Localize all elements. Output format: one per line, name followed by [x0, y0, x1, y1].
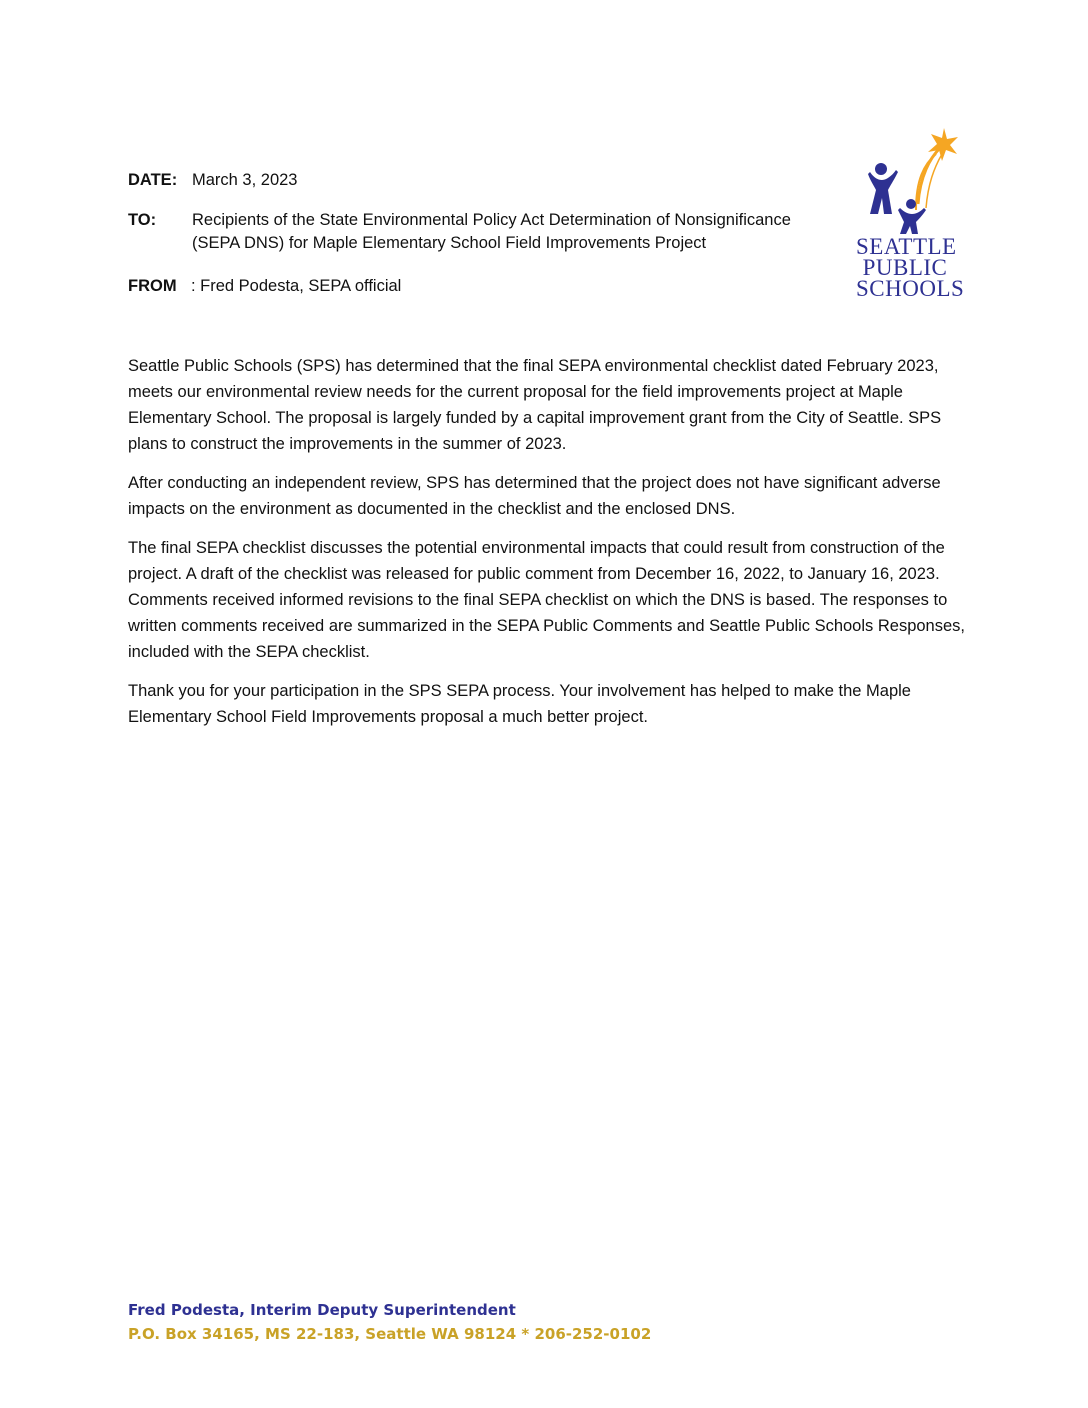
- body-paragraph-4: Thank you for your participation in the SPS SEPA process. Your involvement has helped to make the Maple Elementary School Field Improvements proposal a much better project.: [128, 682, 911, 726]
- memo-date-value: March 3, 2023: [192, 171, 298, 189]
- letter-footer: [128, 1298, 828, 1346]
- memo-from-row: [128, 275, 428, 299]
- logo-figures-star-icon: [856, 124, 966, 236]
- footer-signatory: Fred Podesta, Interim Deputy Superintendent: [128, 1301, 516, 1319]
- logo-text-public: PUBLIC: [862, 255, 948, 280]
- memo-to-line-2: (SEPA DNS) for Maple Elementary School Field Improvements Project: [192, 234, 707, 252]
- memo-from-label: FROM: [128, 277, 177, 295]
- body-paragraph-3: The final SEPA checklist discusses the potential environmental impacts that could result from construction of the project. A draft of the checklist was released for public comment from December 16, 2022, to January 16, 2023. Comments received informed revisions to the final SEPA checklist on which the DNS is based. The responses to written comments received are summarized in the SEPA Public Comments and Seattle Public Schools Responses, included with the SEPA checklist.: [128, 539, 965, 661]
- seattle-public-schools-logo: [856, 124, 966, 304]
- memo-to-row: [128, 209, 858, 257]
- memo-date-label: DATE:: [128, 171, 178, 189]
- logo-text-seattle: SEATTLE: [856, 234, 957, 259]
- memo-date-row: [128, 169, 428, 193]
- memo-from-value: : Fred Podesta, SEPA official: [191, 277, 402, 295]
- body-paragraph-1: Seattle Public Schools (SPS) has determined that the final SEPA environmental checklist dated February 2023, meets our environmental review needs for the current proposal for the field improvements project at Maple Elementary School. The proposal is largely funded by a capital improvement grant from the City of Seattle. SPS plans to construct the improvements in the summer of 2023.: [128, 357, 942, 453]
- logo-text-schools: SCHOOLS: [856, 276, 965, 301]
- memo-to-label: TO:: [128, 211, 157, 229]
- memo-to-line-1: Recipients of the State Environmental Policy Act Determination of Nonsignificance: [192, 211, 791, 229]
- letter-body: [128, 353, 968, 743]
- body-paragraph-2: After conducting an independent review, SPS has determined that the project does not have significant adverse impacts on the environment as documented in the checklist and the enclosed DNS.: [128, 474, 941, 518]
- footer-address: P.O. Box 34165, MS 22-183, Seattle WA 98124 * 206-252-0102: [128, 1325, 652, 1343]
